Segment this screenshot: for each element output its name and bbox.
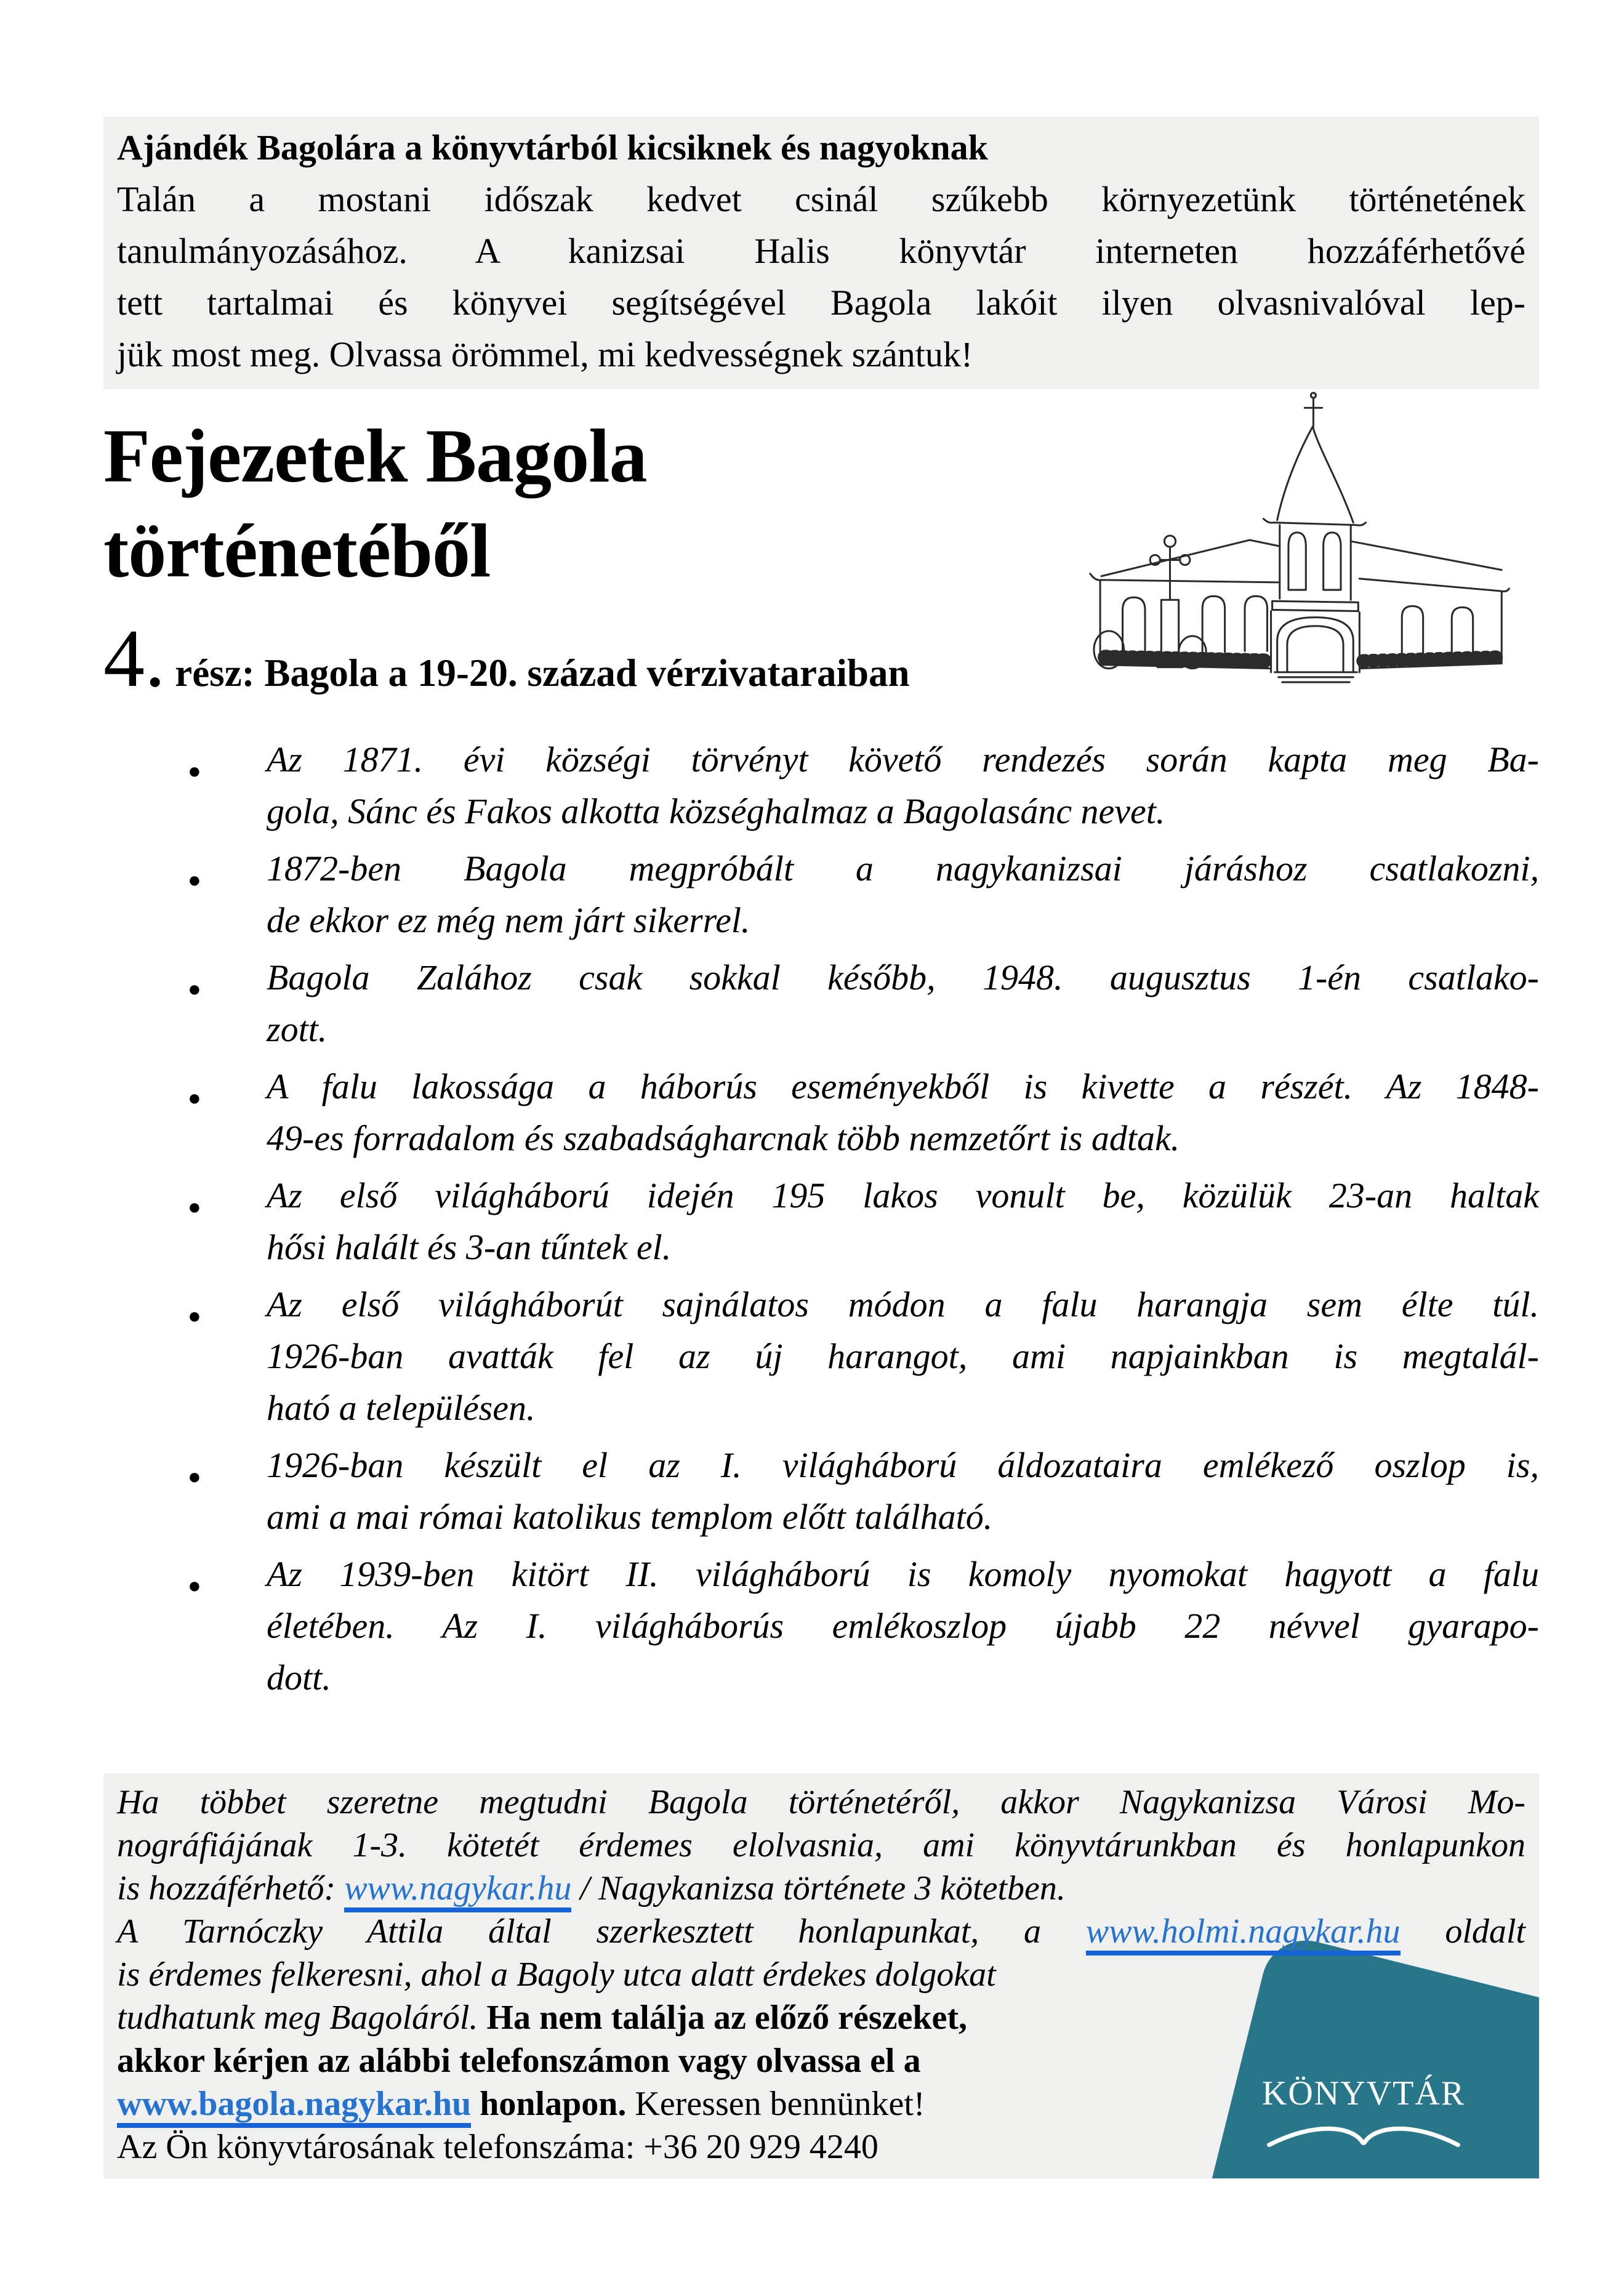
text-line	[117, 1910, 1526, 1953]
text-line: ami a mai római katolikus templom előtt található.	[267, 1497, 993, 1537]
text-line: ● Az első világháború idején 195 lakos vonult be, közülük 23-an haltak	[267, 1175, 1539, 1215]
intro-paragraph	[117, 174, 1526, 381]
bullet-item	[267, 1061, 1539, 1164]
text-line: ● Az 1939-ben kitört II. világháború is komoly nyomokat hagyott a falu	[267, 1554, 1539, 1594]
link-www-holmi-nagykar-hu[interactable]: www.holmi.nagykar.hu	[1086, 1912, 1401, 1956]
text-segment: A Tarnóczky Attila által szerkesztett honlapunkat, a	[117, 1912, 1086, 1951]
text-line: dott.	[267, 1658, 331, 1698]
text-line	[117, 1996, 1526, 2039]
text-line	[117, 1867, 1526, 1910]
page-title	[103, 409, 647, 598]
text-segment: is érdemes felkeresni, ahol a Bagoly utca alatt érdekes dolgokat	[117, 1956, 996, 1994]
church-line-art-icon	[1065, 390, 1521, 686]
text-line: ● Az első világháborút sajnálatos módon a falu harangja sem élte túl.	[267, 1284, 1539, 1324]
text-line: történetéből	[103, 509, 491, 593]
bullet-item	[267, 952, 1539, 1055]
text-segment: Az Ön könyvtárosának telefonszáma: +36 20 929 4240	[117, 2128, 878, 2166]
text-line: Fejezetek Bagola	[103, 414, 647, 498]
text-line: tett tartalmai és könyvei segítségével Bagola lakóit ilyen olvasnivalóval lep-	[117, 283, 1526, 323]
text-segment: / Nagykanizsa története 3 kötetben.	[571, 1869, 1066, 1907]
text-segment: is hozzáférhető:	[117, 1869, 345, 1907]
text-line: Talán a mostani időszak kedvet csinál szűkebb környezetünk történetének	[117, 179, 1526, 219]
text-line: tanulmányozásához. A kanizsai Halis könyvtár interneten hozzáférhetővé	[117, 231, 1526, 271]
text-segment: akkor kérjen az alábbi telefonszámon vagy olvassa el a	[117, 2042, 921, 2080]
text-segment: oldalt	[1400, 1912, 1526, 1951]
part-number: 4.	[103, 613, 166, 704]
bullet-item	[267, 1549, 1539, 1704]
text-line: zott.	[267, 1009, 328, 1049]
intro-heading: Ajándék Bagolára a könyvtárból kicsiknek és nagyoknak	[117, 127, 988, 167]
part-title: rész: Bagola a 19-20. század vérzivataraiban	[165, 651, 910, 695]
text-segment: Ha többet szeretne megtudni Bagola történetéről, akkor Nagykanizsa Városi Mo-	[117, 1783, 1526, 1821]
library-logo	[1231, 2075, 1496, 2153]
text-line: ● 1926-ban készült el az I. világháború áldozataira emlékező oszlop is,	[267, 1445, 1539, 1485]
text-segment: Ha nem találja az előző részeket,	[486, 1999, 967, 2037]
text-segment: tudhatunk meg Bagoláról.	[117, 1999, 487, 2037]
text-line: jük most meg. Olvassa örömmel, mi kedvességnek szántuk!	[117, 334, 973, 374]
text-line	[117, 1781, 1526, 1824]
library-logo-text: KÖNYVTÁR	[1261, 2074, 1466, 2113]
bullet-list	[267, 734, 1539, 1709]
text-line	[117, 1824, 1526, 1867]
text-line: hősi halált és 3-an tűntek el.	[267, 1227, 672, 1267]
text-line: ● 1872-ben Bagola megpróbált a nagykanizsai járáshoz csatlakozni,	[267, 848, 1539, 888]
bullet-item	[267, 1170, 1539, 1273]
text-line: de ekkor ez még nem járt sikerrel.	[267, 900, 750, 940]
text-line: ● A falu lakossága a háborús eseményekből is kivette a részét. Az 1848-	[267, 1066, 1539, 1106]
text-line: életében. Az I. világháborús emlékoszlop újabb 22 névvel gyarapo-	[267, 1606, 1539, 1646]
bullet-item	[267, 734, 1539, 837]
text-segment: nográfiájának 1-3. kötetét érdemes elolvasnia, ami könyvtárunkban és honlapunkon	[117, 1826, 1526, 1864]
open-book-icon	[1231, 2114, 1496, 2153]
text-line: gola, Sánc és Fakos alkotta községhalmaz a Bagolasánc nevet.	[267, 791, 1165, 831]
text-line: ● Bagola Zalához csak sokkal később, 1948. augusztus 1-én csatlako-	[267, 957, 1539, 997]
church-illustration-icon	[1065, 390, 1521, 686]
bullet-item	[267, 1440, 1539, 1543]
footer-box	[103, 1773, 1539, 2178]
bullet-item	[267, 1279, 1539, 1434]
text-line: 49-es forradalom és szabadságharcnak több nemzetőrt is adtak.	[267, 1118, 1180, 1158]
text-line: ható a településen.	[267, 1388, 536, 1428]
bullet-item	[267, 843, 1539, 946]
link-www-bagola-nagykar-hu[interactable]: www.bagola.nagykar.hu	[117, 2085, 471, 2128]
text-line	[117, 1953, 1526, 1996]
intro-box	[103, 117, 1539, 389]
part-heading	[103, 613, 910, 704]
text-segment: honlapon.	[471, 2085, 635, 2123]
link-www-nagykar-hu[interactable]: www.nagykar.hu	[344, 1869, 571, 1912]
text-line: ● Az 1871. évi községi törvényt követő rendezés során kapta meg Ba-	[267, 739, 1539, 779]
text-segment: Keressen bennünket!	[635, 2085, 925, 2123]
text-line: 1926-ban avatták fel az új harangot, ami napjainkban is megtalál-	[267, 1336, 1539, 1376]
